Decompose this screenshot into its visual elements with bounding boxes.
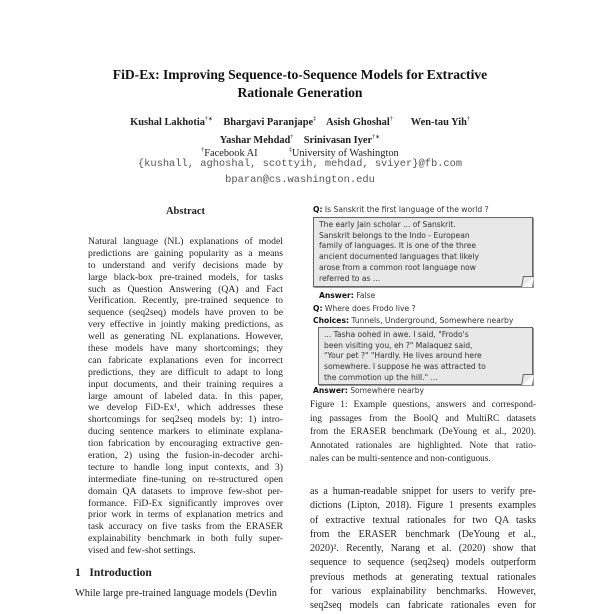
text-line: Figure 1: Example questions, answers and correspond- <box>310 400 536 410</box>
passage-1-box <box>313 217 533 287</box>
text-line: large black-box pre-trained models, for tasks <box>88 271 283 283</box>
text-line: of extractive textual rationales for two QA tasks <box>310 514 536 526</box>
author: Asish Ghoshal† <box>325 117 393 129</box>
passage-line: "Your pet ?" "Hardly. He lives around here <box>324 351 482 361</box>
text-line: predictions are gaining popularity as a means <box>88 247 283 259</box>
text-line: vised and few-shot settings. <box>88 545 196 557</box>
answer-1: Answer: False <box>319 291 376 300</box>
text-line: well as generating NL explanations. However, <box>88 331 283 343</box>
text-line: shortcomings for seq2seq models by: 1) intro- <box>88 414 283 426</box>
text-line: formance. FiD-Ex significantly improves over <box>88 497 283 509</box>
answer-2: Answer: Somewhere nearby <box>313 386 425 395</box>
passage-line: been visiting you, eh ?" Malaquez said, <box>324 340 473 350</box>
passage-line: Sanskrit belongs to the Indo - European <box>319 230 470 240</box>
text-line: we develop FiD-Ex¹, which addresses these <box>88 402 283 414</box>
passage-line: family of languages. It is one of the three <box>319 241 477 251</box>
text-line: previous methods at generating textual rationales <box>310 571 536 583</box>
text-line: for various explainability benchmarks. However, <box>310 586 536 598</box>
text-line: from the ERASER benchmark (DeYoung et al., 2020). <box>310 427 536 438</box>
author: Wen-tau Yih† <box>410 117 470 129</box>
text-line: tion fabrication by encouraging extractive gen- <box>88 438 283 450</box>
text-line: 2020)². Recently, Narang et al. (2020) show that <box>310 543 536 555</box>
text-line: intermediate fine-tuning on re-structured open <box>88 473 283 485</box>
title-line: Rationale Generation <box>237 85 363 100</box>
email-line: bparan@cs.washington.edu <box>225 174 375 186</box>
affiliations: †Facebook AI ‡University of Washington <box>201 148 399 160</box>
text-line: explainability benchmark in both fully super- <box>88 533 283 545</box>
author: Yashar Mehdad† <box>219 134 294 146</box>
passage-line: the commotion up the hill." ... <box>324 372 438 382</box>
passage-line: somewhere. I suppose he was attracted to <box>324 362 486 372</box>
abstract-body <box>88 236 283 557</box>
author: Kushal Lakhotia†∗ <box>130 117 213 129</box>
text-line: dictions (Lipton, 2018). Figure 1 presents examples <box>310 500 536 512</box>
section-heading-introduction: 1 Introduction <box>75 567 152 579</box>
passage-line: ... Tasha oohed in awe. I said, "Frodo's <box>324 330 469 339</box>
abstract-heading: Abstract <box>165 206 206 217</box>
text-line: from the ERASER benchmark (DeYoung et al., <box>310 528 536 540</box>
text-line: such as Question Answering (QA) and Fact <box>88 283 283 295</box>
figure-1 <box>310 205 536 395</box>
email-line: {kushall, aghoshal, scottyih, mehdad, sviyer}@fb.com <box>137 158 463 170</box>
text-line: nales can be multi-sentence and non-contiguous. <box>310 454 491 465</box>
text-line: ducing sentence markers to eliminate explana- <box>88 426 283 438</box>
question-2: Q: Where does Frodo live ? <box>313 304 416 313</box>
author: Srinivasan Iyer†∗ <box>303 134 381 146</box>
text-line: as a human-readable snippet for users to verify pre- <box>310 486 536 497</box>
text-line: these models have many shortcomings; they <box>88 343 283 355</box>
passage-line: The early Jain scholar ... of Sanskrit. <box>319 220 456 229</box>
title-line: FiD-Ex: Improving Sequence-to-Sequence Models for Extractive <box>112 67 488 82</box>
author: Bhargavi Paranjape‡ <box>223 117 317 129</box>
passage-line: ancient documented languages that likely <box>319 252 480 262</box>
text-line: to understand and verify decisions made by <box>88 259 283 271</box>
passage-2-box <box>318 327 533 385</box>
question-1: Q: Is Sanskrit the first language of the world ? <box>313 205 489 214</box>
text-line: sequence (seq2seq) models have proven to be <box>88 307 283 319</box>
text-line: task accuracy on five tasks from the ERASER <box>88 521 283 533</box>
emails <box>0 156 600 188</box>
text-line: predictions, they are difficult to adapt to long <box>88 366 283 378</box>
text-line: Annotated rationales are highlighted. Note that ratio- <box>310 440 536 451</box>
choices: Choices: Tunnels, Underground, Somewhere nearby <box>313 316 514 325</box>
text-line: prior work in terms of explanation metrics and <box>88 509 283 521</box>
text-line: seq2seq models can fabricate rationales even for <box>310 600 536 612</box>
text-line: large amount of labeled data. In this paper, <box>88 390 283 402</box>
text-line: input documents, and their training requires a <box>88 378 283 390</box>
text-line: domain QA datasets to improve few-shot per- <box>88 485 283 497</box>
intro-first-line: While large pre-trained language models (Devlin <box>75 588 277 599</box>
passage-line: referred to as ... <box>319 273 381 283</box>
text-line: can fabricate explanations even for incorrect <box>88 354 283 366</box>
text-line: sequence to sequence (seq2seq) models outperform <box>310 557 536 569</box>
page-fold-icon <box>521 374 534 385</box>
figure-caption <box>310 399 536 467</box>
passage-line: arose from a common root language now <box>319 262 477 272</box>
text-line: tecture to handle long input contexts, and 3) <box>88 461 283 473</box>
text-line: Natural language (NL) explanations of model <box>88 236 283 247</box>
text-line: ing passages from the BoolQ and MultiRC datasets <box>310 413 536 424</box>
authors <box>0 113 600 148</box>
paper-title <box>0 66 600 102</box>
body-text-right <box>310 485 536 614</box>
text-line: very effective in jointly making predictions, as <box>88 319 283 331</box>
text-line: Verification. Recently, pre-trained sequence to <box>88 295 283 307</box>
page-fold-icon <box>521 276 534 287</box>
text-line: eration, 2) using the fusion-in-decoder archi- <box>88 450 283 462</box>
